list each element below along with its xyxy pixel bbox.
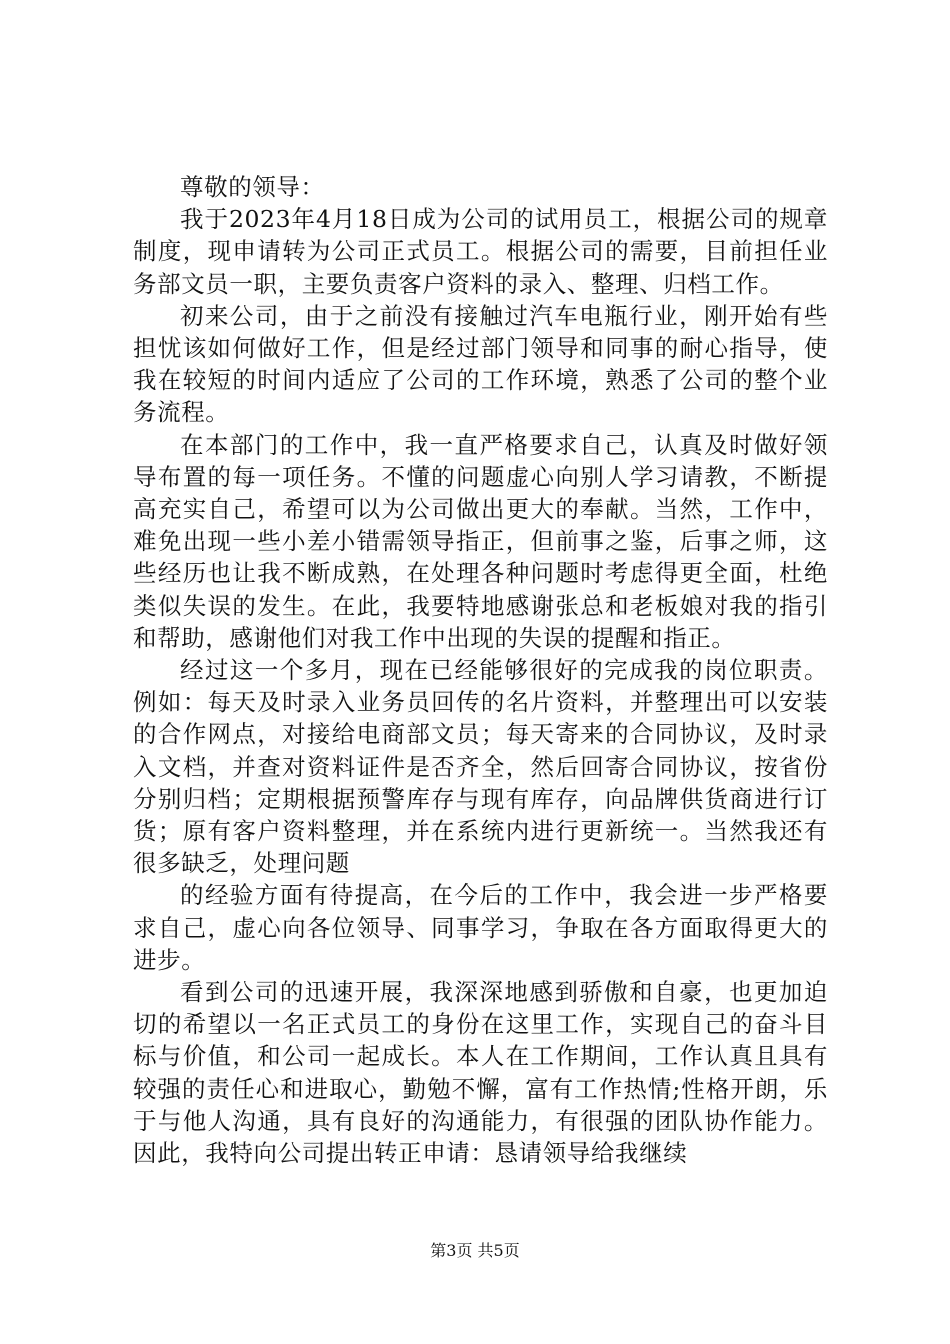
paragraph-improvement: 的经验方面有待提高，在今后的工作中，我会进一步严格要求自己，虚心向各位领导、同事学习，争取在各方面取得更大的进步。	[133, 881, 828, 974]
page-footer	[0, 1241, 950, 1261]
page-number: 第3页 共5页	[430, 1241, 520, 1260]
paragraph-duties: 经过这一个多月，现在已经能够很好的完成我的岗位职责。例如：每天及时录入业务员回传的名片资料，并整理出可以安装的合作网点，对接给电商部文员；每天寄来的合同协议，及时录入文档，并查对资料证件是否齐全，然后回寄合同协议，按省份分别归档；定期根据预警库存与现有库存，向品牌供货商进行订货；原有客户资料整理，并在系统内进行更新统一。当然我还有很多缺乏，处理问题	[133, 656, 828, 878]
salutation: 尊敬的领导：	[180, 173, 325, 201]
paragraph-onboarding: 初来公司，由于之前没有接触过汽车电瓶行业，刚开始有些担忧该如何做好工作，但是经过部门领导和同事的耐心指导，使我在较短的时间内适应了公司的工作环境，熟悉了公司的整个业务流程。	[133, 301, 828, 427]
paragraph-application: 我于2023年4月18日成为公司的试用员工，根据公司的规章制度，现申请转为公司正式员工。根据公司的需要，目前担任业务部文员一职，主要负责客户资料的录入、整理、归档工作。	[133, 205, 828, 298]
paragraph-request: 看到公司的迅速开展，我深深地感到骄傲和自豪，也更加迫切的希望以一名正式员工的身份在这里工作，实现自己的奋斗目标与价值，和公司一起成长。本人在工作期间，工作认真且具有较强的责任心和进取心，勤勉不懈，富有工作热情;性格开朗，乐于与他人沟通，具有良好的沟通能力，有很强的团队协作能力。因此，我特向公司提出转正申请：恳请领导给我继续	[133, 978, 828, 1168]
letter-body	[133, 171, 828, 1169]
paragraph-work-attitude: 在本部门的工作中，我一直严格要求自己，认真及时做好领导布置的每一项任务。不懂的问题虚心向别人学习请教，不断提高充实自己，希望可以为公司做出更大的奉献。当然，工作中，难免出现一些小差小错需领导指正，但前事之鉴，后事之师，这些经历也让我不断成熟，在处理各种问题时考虑得更全面，杜绝类似失误的发生。在此，我要特地感谢张总和老板娘对我的指引和帮助，感谢他们对我工作中出现的失误的提醒和指正。	[133, 430, 828, 652]
